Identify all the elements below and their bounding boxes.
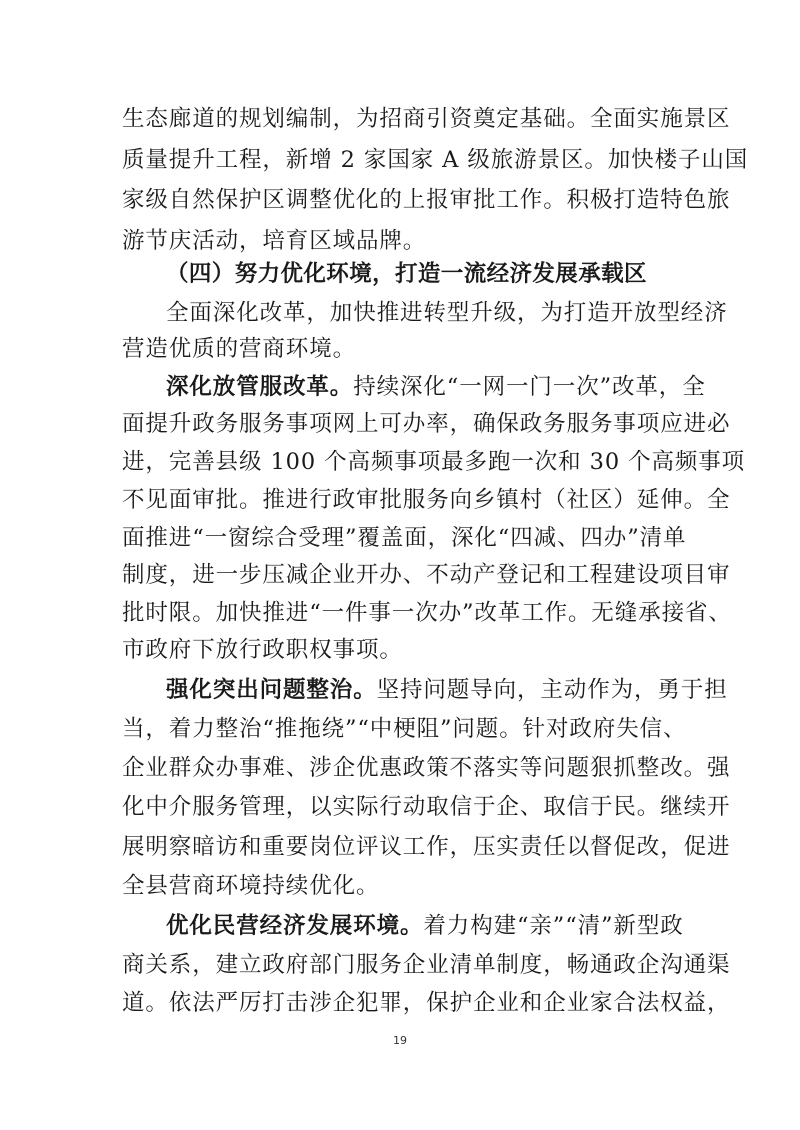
paragraph-lead: 优化民营经济发展环境。 [166, 913, 424, 939]
text-line: 全县营商环境持续优化。 [122, 873, 380, 899]
page-number: 19 [393, 1034, 407, 1047]
paragraph-lead: 强化突出问题整治。 [166, 677, 377, 703]
text-line: 质量提升工程，新增 2 家国家 A 级旅游景区。加快楼子山国 [122, 147, 749, 173]
paragraph-first-line [166, 907, 682, 945]
paragraph-lead: 深化放管服改革。 [166, 374, 354, 400]
text-line: 当，着力整治“推拖绕”“中梗阻”问题。针对政府失信、 [122, 716, 687, 742]
text-line: 面提升政务服务事项网上可办率，确保政务服务事项应进必 [122, 411, 731, 437]
text-line: 化中介服务管理，以实际行动取信于企、取信于民。继续开 [122, 794, 731, 820]
text-line: 游节庆活动，培育区域品牌。 [122, 228, 427, 254]
text-line: 展明察暗访和重要岗位评议工作，压实责任以督促改，促进 [122, 834, 731, 860]
text-line: 进，完善县级 100 个高频事项最多跑一次和 30 个高频事项 [122, 449, 746, 475]
text-line: 商关系，建立政府部门服务企业清单制度，畅通政企沟通渠 [122, 952, 731, 978]
text-line: 面推进“一窗综合受理”覆盖面，深化“四减、四办”清单 [122, 525, 687, 551]
paragraph-first-line [166, 671, 728, 709]
section-heading: （四）努力优化环境，打造一流经济发展承载区 [166, 261, 647, 287]
text-line: 道。依法严厉打击涉企犯罪，保护企业和企业家合法权益， [122, 990, 731, 1016]
text-line: 市政府下放行政职权事项。 [122, 637, 403, 663]
text-line: 不见面审批。推进行政审批服务向乡镇村（社区）延伸。全 [122, 487, 731, 513]
paragraph-text: 持续深化“一网一门一次”改革，全 [353, 374, 706, 400]
text-line: 制度，进一步压减企业开办、不动产登记和工程建设项目审 [122, 562, 731, 588]
intro-line: 营造优质的营商环境。 [122, 336, 357, 362]
text-line: 家级自然保护区调整优化的上报审批工作。积极打造特色旅 [122, 187, 731, 213]
paragraph-first-line [166, 368, 706, 406]
paragraph-text: 坚持问题导向，主动作为，勇于担 [376, 677, 728, 703]
paragraph-text: 着力构建“亲”“清”新型政 [423, 913, 684, 939]
text-line: 批时限。加快推进“一件事一次办”改革工作。无缝承接省、 [122, 600, 732, 626]
intro-line: 全面深化改革，加快推进转型升级，为打造开放型经济 [166, 300, 728, 326]
text-line: 生态廊道的规划编制，为招商引资奠定基础。全面实施景区 [122, 106, 731, 132]
text-line: 企业群众办事难、涉企优惠政策不落实等问题狠抓整改。强 [122, 755, 731, 781]
